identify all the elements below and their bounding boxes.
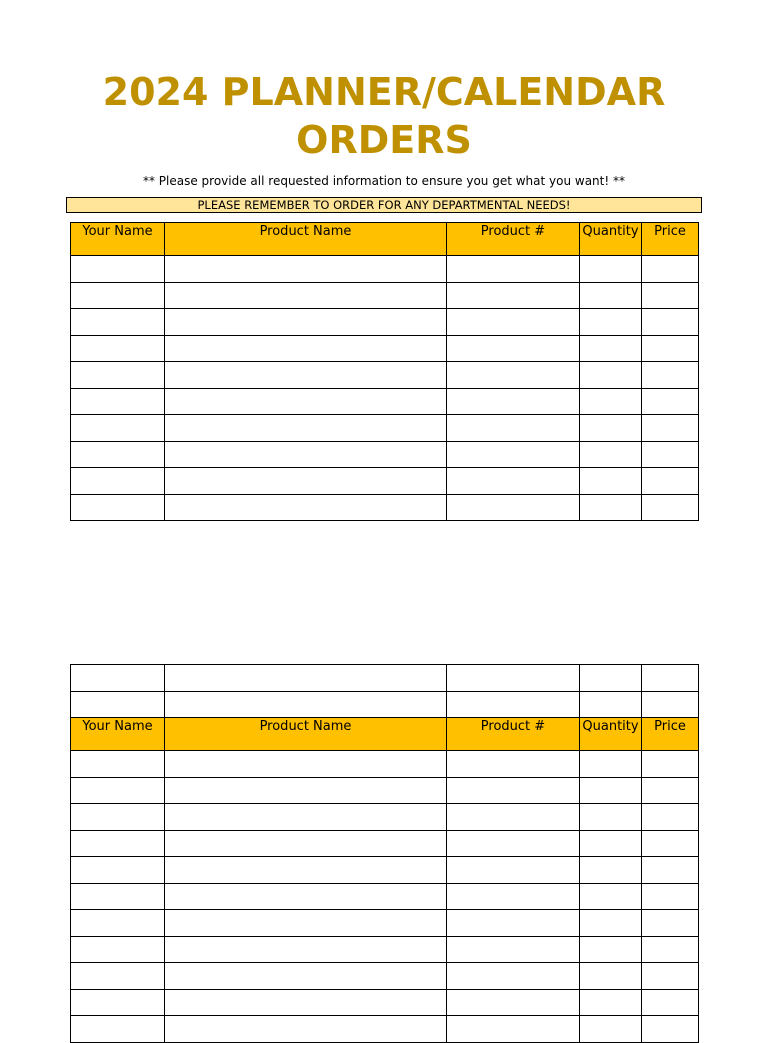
product-number-cell[interactable] <box>447 777 580 804</box>
quantity-cell[interactable] <box>580 830 642 857</box>
quantity-cell[interactable] <box>580 883 642 910</box>
price-cell[interactable] <box>642 362 699 389</box>
your-name-cell[interactable] <box>71 804 165 831</box>
product-number-cell[interactable] <box>447 441 580 468</box>
quantity-cell[interactable] <box>580 256 642 283</box>
price-cell[interactable] <box>642 309 699 336</box>
product-number-cell[interactable] <box>447 362 580 389</box>
table-header-row <box>71 718 699 751</box>
price-cell[interactable] <box>642 804 699 831</box>
product-number-cell[interactable] <box>447 936 580 963</box>
product-name-cell[interactable] <box>165 362 447 389</box>
product-number-cell[interactable] <box>447 751 580 778</box>
title-line-2: ORDERS <box>296 118 472 162</box>
your-name-cell[interactable] <box>71 256 165 283</box>
product-number-cell[interactable] <box>447 309 580 336</box>
product-name-cell[interactable] <box>165 388 447 415</box>
product-name-cell[interactable] <box>165 665 447 692</box>
table-row <box>71 857 699 884</box>
table-row <box>71 804 699 831</box>
product-number-cell[interactable] <box>447 282 580 309</box>
your-name-cell[interactable] <box>71 494 165 521</box>
product-name-cell[interactable] <box>165 441 447 468</box>
product-name-cell[interactable] <box>165 256 447 283</box>
price-cell[interactable] <box>642 665 699 692</box>
price-cell[interactable] <box>642 282 699 309</box>
table-row <box>71 388 699 415</box>
table-row <box>71 282 699 309</box>
quantity-cell[interactable] <box>580 777 642 804</box>
product-number-cell[interactable] <box>447 963 580 990</box>
price-cell[interactable] <box>642 494 699 521</box>
column-header-quantity: Quantity <box>580 223 642 256</box>
product-number-cell[interactable] <box>447 468 580 495</box>
quantity-cell[interactable] <box>580 936 642 963</box>
quantity-cell[interactable] <box>580 415 642 442</box>
column-header-price: Price <box>642 223 699 256</box>
your-name-cell[interactable] <box>71 910 165 937</box>
quantity-cell[interactable] <box>580 963 642 990</box>
price-cell[interactable] <box>642 910 699 937</box>
column-header-price: Price <box>642 718 699 751</box>
price-cell[interactable] <box>642 388 699 415</box>
product-number-cell[interactable] <box>447 388 580 415</box>
price-cell[interactable] <box>642 691 699 718</box>
price-cell[interactable] <box>642 1016 699 1043</box>
product-number-cell[interactable] <box>447 883 580 910</box>
instructions-text: ** Please provide all requested information to ensure you get what you want! ** <box>142 174 625 188</box>
product-number-cell[interactable] <box>447 494 580 521</box>
your-name-cell[interactable] <box>71 691 165 718</box>
product-name-cell[interactable] <box>165 468 447 495</box>
table-row <box>71 777 699 804</box>
product-name-cell[interactable] <box>165 883 447 910</box>
your-name-cell[interactable] <box>71 665 165 692</box>
product-name-cell[interactable] <box>165 1016 447 1043</box>
quantity-cell[interactable] <box>580 468 642 495</box>
product-name-cell[interactable] <box>165 830 447 857</box>
price-cell[interactable] <box>642 936 699 963</box>
table-row <box>71 910 699 937</box>
product-number-cell[interactable] <box>447 830 580 857</box>
your-name-cell[interactable] <box>71 388 165 415</box>
column-header-your-name: Your Name <box>71 718 165 751</box>
product-number-cell[interactable] <box>447 665 580 692</box>
quantity-cell[interactable] <box>580 691 642 718</box>
table-header-row <box>71 223 699 256</box>
quantity-cell[interactable] <box>580 804 642 831</box>
table-row <box>71 441 699 468</box>
table-row <box>71 665 699 692</box>
quantity-cell[interactable] <box>580 751 642 778</box>
quantity-cell[interactable] <box>580 388 642 415</box>
product-name-cell[interactable] <box>165 751 447 778</box>
price-cell[interactable] <box>642 751 699 778</box>
price-cell[interactable] <box>642 777 699 804</box>
price-cell[interactable] <box>642 830 699 857</box>
product-name-cell[interactable] <box>165 282 447 309</box>
column-header-product-name: Product Name <box>165 223 447 256</box>
column-header-product-number: Product # <box>447 718 580 751</box>
product-name-cell[interactable] <box>165 936 447 963</box>
price-cell[interactable] <box>642 441 699 468</box>
quantity-cell[interactable] <box>580 910 642 937</box>
your-name-cell[interactable] <box>71 963 165 990</box>
column-header-your-name: Your Name <box>71 223 165 256</box>
quantity-cell[interactable] <box>580 857 642 884</box>
table-row <box>71 335 699 362</box>
product-name-cell[interactable] <box>165 910 447 937</box>
table-row <box>71 989 699 1016</box>
product-name-cell[interactable] <box>165 309 447 336</box>
quantity-cell[interactable] <box>580 989 642 1016</box>
table-row <box>71 468 699 495</box>
price-cell[interactable] <box>642 857 699 884</box>
price-cell[interactable] <box>642 963 699 990</box>
product-number-cell[interactable] <box>447 256 580 283</box>
product-name-cell[interactable] <box>165 415 447 442</box>
product-name-cell[interactable] <box>165 777 447 804</box>
product-name-cell[interactable] <box>165 335 447 362</box>
table-row <box>71 963 699 990</box>
your-name-cell[interactable] <box>71 830 165 857</box>
price-cell[interactable] <box>642 989 699 1016</box>
table-row <box>71 691 699 718</box>
product-name-cell[interactable] <box>165 494 447 521</box>
your-name-cell[interactable] <box>71 441 165 468</box>
your-name-cell[interactable] <box>71 751 165 778</box>
table-row <box>71 256 699 283</box>
departmental-notice-banner: PLEASE REMEMBER TO ORDER FOR ANY DEPARTMENTAL NEEDS! <box>66 197 702 213</box>
quantity-cell[interactable] <box>580 665 642 692</box>
product-name-cell[interactable] <box>165 804 447 831</box>
quantity-cell[interactable] <box>580 282 642 309</box>
page-title <box>0 68 768 164</box>
product-name-cell[interactable] <box>165 989 447 1016</box>
quantity-cell[interactable] <box>580 335 642 362</box>
your-name-cell[interactable] <box>71 362 165 389</box>
your-name-cell[interactable] <box>71 468 165 495</box>
product-number-cell[interactable] <box>447 691 580 718</box>
your-name-cell[interactable] <box>71 415 165 442</box>
price-cell[interactable] <box>642 256 699 283</box>
table-row <box>71 1016 699 1043</box>
product-number-cell[interactable] <box>447 1016 580 1043</box>
order-table-2 <box>70 664 699 1043</box>
table-row <box>71 494 699 521</box>
product-number-cell[interactable] <box>447 910 580 937</box>
product-name-cell[interactable] <box>165 857 447 884</box>
table-row <box>71 936 699 963</box>
product-name-cell[interactable] <box>165 963 447 990</box>
your-name-cell[interactable] <box>71 857 165 884</box>
table-row <box>71 883 699 910</box>
order-table-1 <box>70 222 699 521</box>
table-row <box>71 415 699 442</box>
column-header-quantity: Quantity <box>580 718 642 751</box>
table-row <box>71 309 699 336</box>
product-number-cell[interactable] <box>447 989 580 1016</box>
column-header-product-number: Product # <box>447 223 580 256</box>
product-name-cell[interactable] <box>165 691 447 718</box>
price-cell[interactable] <box>642 468 699 495</box>
product-number-cell[interactable] <box>447 335 580 362</box>
product-number-cell[interactable] <box>447 857 580 884</box>
your-name-cell[interactable] <box>71 282 165 309</box>
quantity-cell[interactable] <box>580 362 642 389</box>
title-line-1: 2024 PLANNER/CALENDAR <box>102 70 666 114</box>
your-name-cell[interactable] <box>71 1016 165 1043</box>
quantity-cell[interactable] <box>580 309 642 336</box>
quantity-cell[interactable] <box>580 1016 642 1043</box>
table-row <box>71 830 699 857</box>
column-header-product-name: Product Name <box>165 718 447 751</box>
your-name-cell[interactable] <box>71 335 165 362</box>
product-number-cell[interactable] <box>447 415 580 442</box>
quantity-cell[interactable] <box>580 494 642 521</box>
price-cell[interactable] <box>642 883 699 910</box>
your-name-cell[interactable] <box>71 777 165 804</box>
product-number-cell[interactable] <box>447 804 580 831</box>
table-row <box>71 751 699 778</box>
price-cell[interactable] <box>642 415 699 442</box>
quantity-cell[interactable] <box>580 441 642 468</box>
table-row <box>71 362 699 389</box>
your-name-cell[interactable] <box>71 936 165 963</box>
price-cell[interactable] <box>642 335 699 362</box>
your-name-cell[interactable] <box>71 989 165 1016</box>
your-name-cell[interactable] <box>71 883 165 910</box>
your-name-cell[interactable] <box>71 309 165 336</box>
